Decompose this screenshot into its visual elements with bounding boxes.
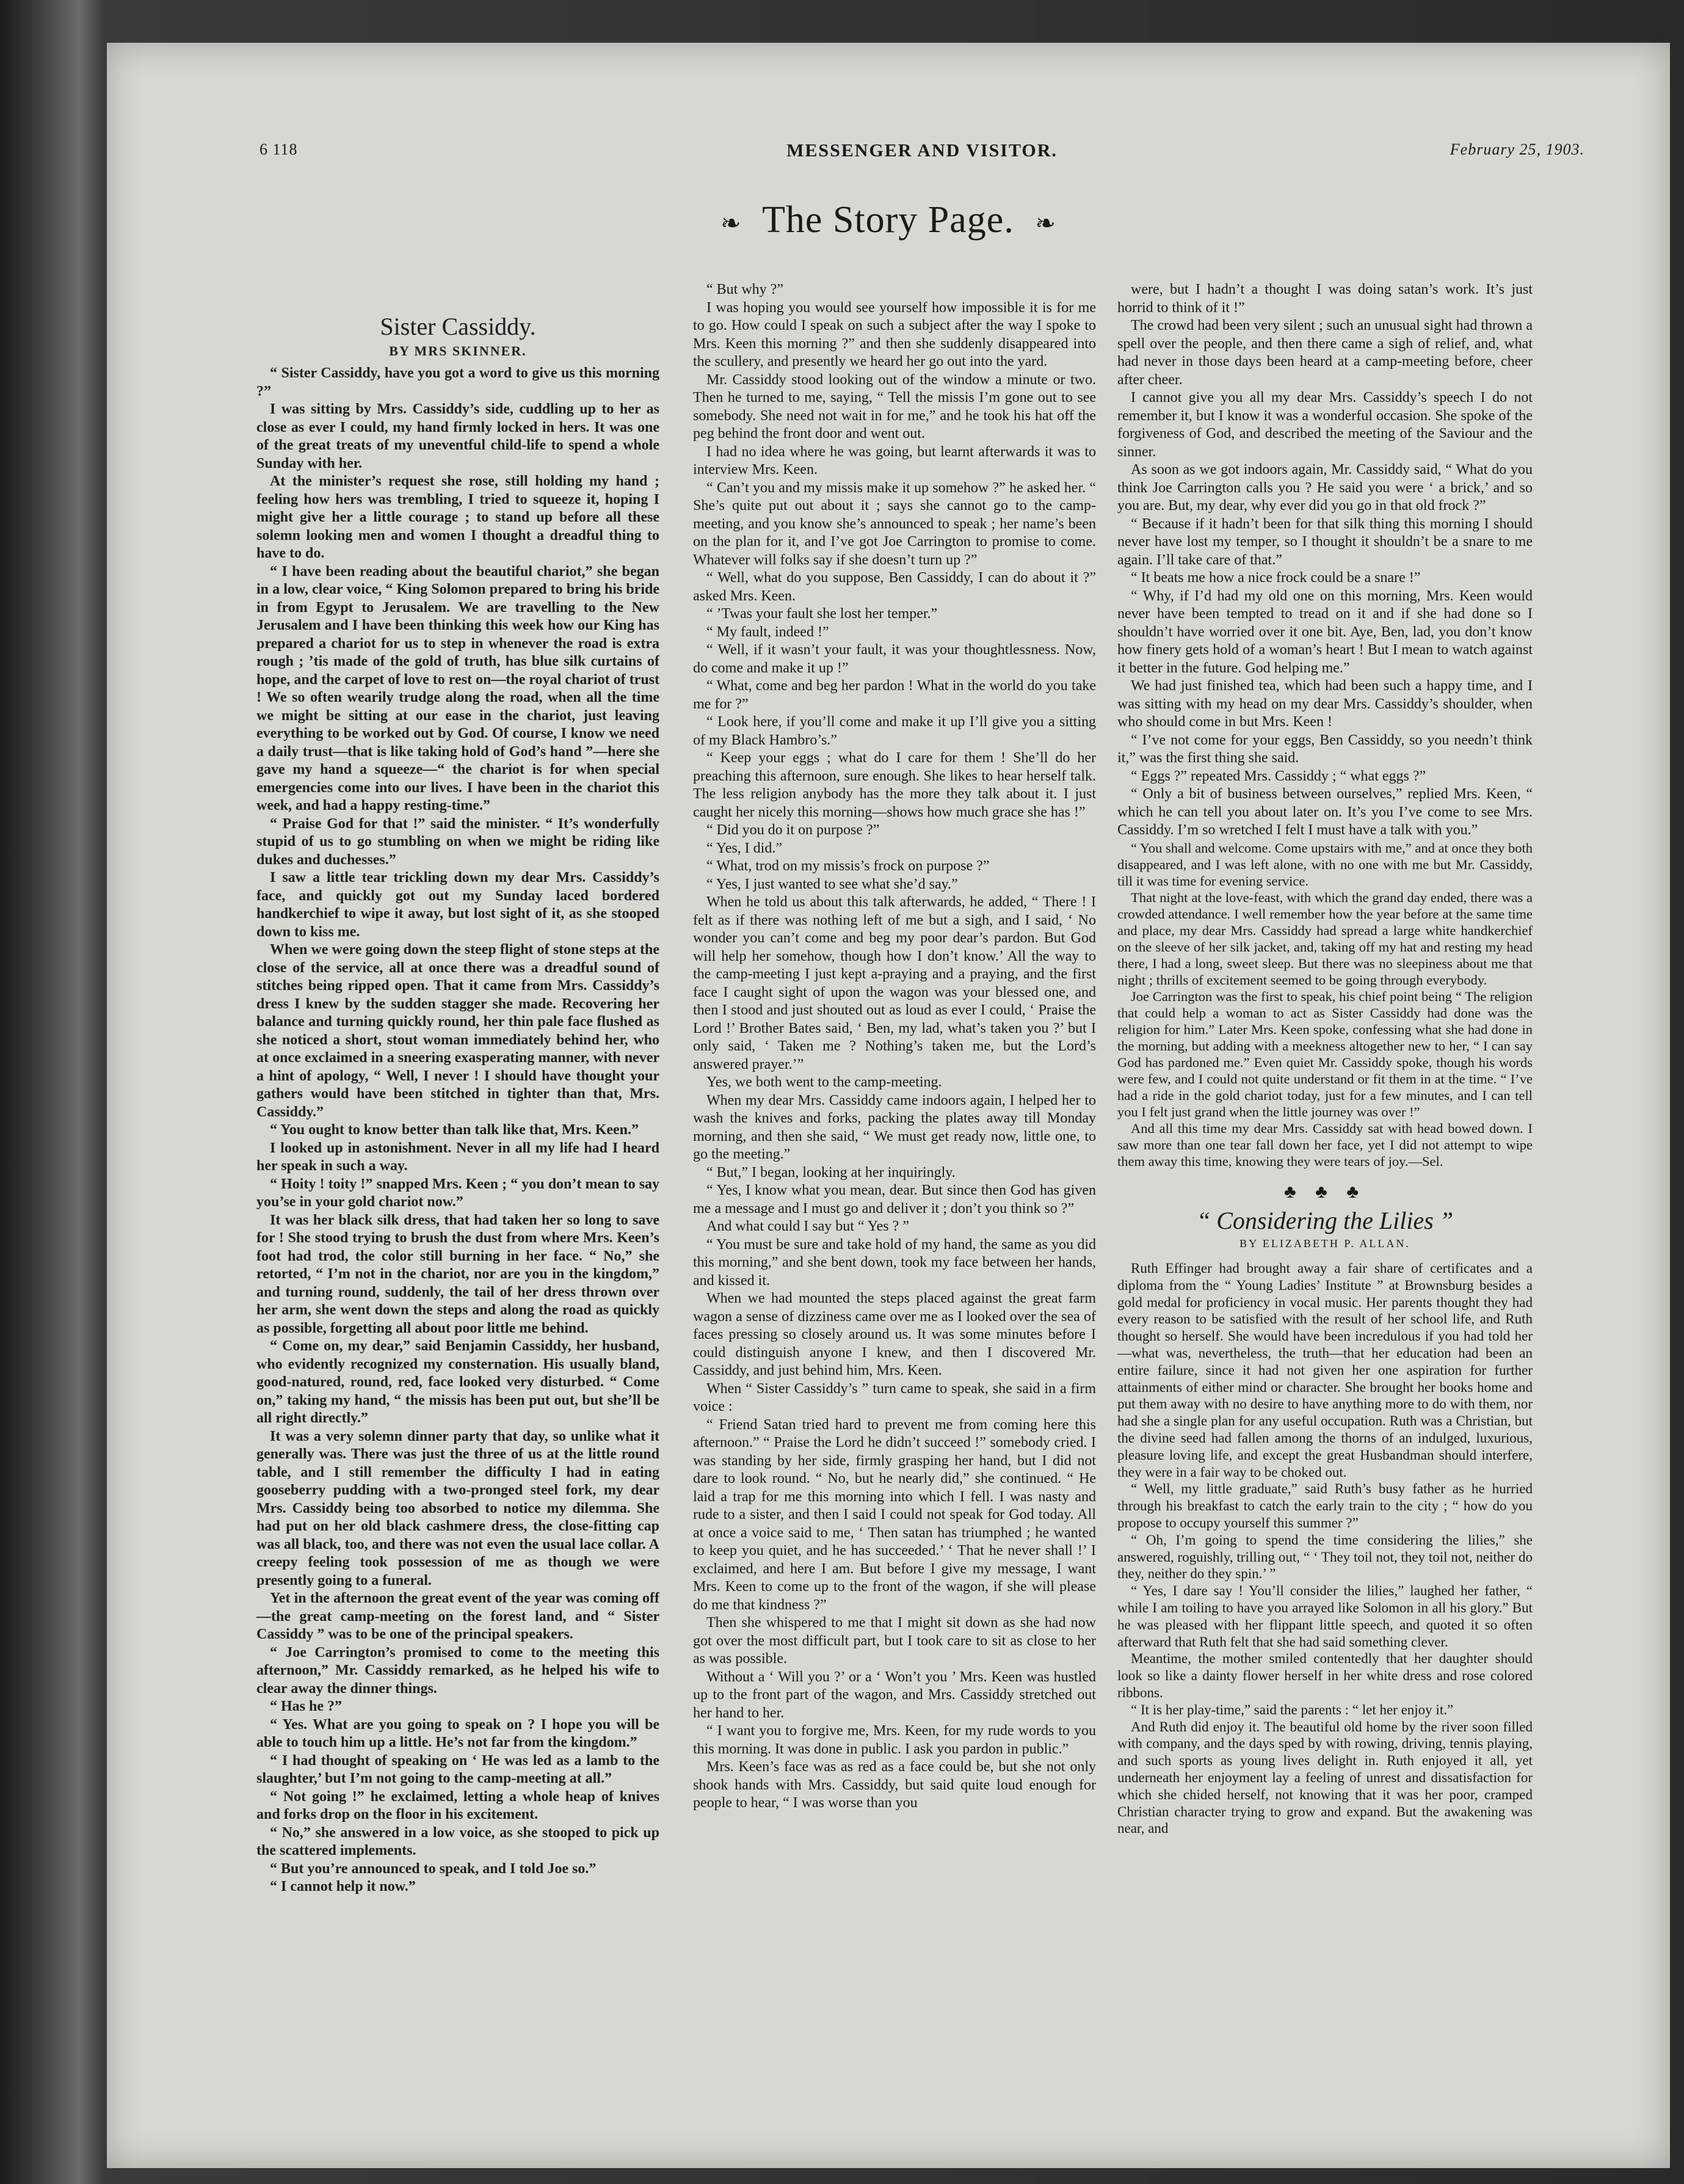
paragraph: “ But why ?” bbox=[706, 282, 783, 297]
paragraph: Without a ‘ Will you ?’ or a ‘ Won’t you ’ Mrs. Keen was hustled up to the front part of the wagon, and Mrs. Cassiddy stretched out her hand to her. bbox=[693, 1669, 1096, 1721]
paragraph: Meantime, the mother smiled contentedly that her daughter should look so like a dainty flower herself in her white dress and rose colored ribbons. bbox=[1117, 1651, 1533, 1700]
paragraph: “ Yes, I know what you mean, dear. But since then God has given me a message and I must go and deliver it ; don’t you think so ?” bbox=[693, 1182, 1096, 1217]
paragraph: “ Well, my little graduate,” said Ruth’s busy father as he hurried through his breakfast to catch the early train to the city ; “ how do you propose to occupy yourself this summer ?” bbox=[1117, 1481, 1533, 1531]
paragraph: “ Yes, I did.” bbox=[706, 840, 782, 856]
column-1 bbox=[256, 281, 659, 2138]
paragraph: “ Look here, if you’ll come and make it up I’ll give you a sitting of my Black Hambro’s.” bbox=[693, 714, 1096, 748]
paragraph: “ Did you do it on purpose ?” bbox=[706, 822, 880, 838]
paragraph: I cannot give you all my dear Mrs. Cassiddy’s speech I do not remember it, but I know it was a wonderful occasion. She spoke of the forgiveness of God, and described the meeting of the Saviour and the sinner. bbox=[1117, 390, 1533, 460]
paragraph: “ You shall and welcome. Come upstairs with me,” and at once they both disappeared, and I was left alone, with no one with me but Mr. Cassiddy, till it was time for evening service. bbox=[1117, 840, 1533, 889]
paragraph: It was a very solemn dinner party that day, so unlike what it generally was. There was just the three of us at the little round table, and I still remember the difficulty I had in eating gooseberry pudding with a two-pronged steel fork, my dear Mrs. Cassiddy being too absorbed to notice my dilemma. She had put on her old black cashmere dress, the close-fitting cap was all black, too, and there was not even the usual lace collar. A creepy feeling took possession of me as though we were presently going to a funeral. bbox=[256, 1428, 659, 1589]
paragraph: When “ Sister Cassiddy’s ” turn came to speak, she said in a firm voice : bbox=[693, 1380, 1096, 1414]
paragraph: “ I cannot help it now.” bbox=[270, 1879, 416, 1895]
paragraph: “ Can’t you and my missis make it up somehow ?” he asked her. “ She’s quite put out about it ; says she cannot go to the camp-meeting, and you know she’s announced to speak ; her name’s been on the plan for it, and I’ve got Joe Carrington to promise to come. Whatever will folks say if she doesn’t turn up ?” bbox=[693, 479, 1096, 568]
column-2 bbox=[693, 281, 1096, 2138]
paragraph: “ Yes. What are you going to speak on ? I hope you will be able to touch him up a little. He’s not far from the kingdom.” bbox=[256, 1716, 659, 1750]
paragraph: “ Yes, I just wanted to see what she’d say.” bbox=[706, 876, 958, 892]
paragraph: “ Joe Carrington’s promised to come to the meeting this afternoon,” Mr. Cassiddy remarked, as he helped his wife to clear away the dinner things. bbox=[256, 1644, 659, 1697]
paragraph: “ You ought to know better than talk like that, Mrs. Keen.” bbox=[270, 1122, 639, 1138]
paragraph: As soon as we got indoors again, Mr. Cassiddy said, “ What do you think Joe Carrington calls you ? He said you were ‘ a brick,’ and so you are. But, my dear, why ever did you go in that old frock ?” bbox=[1117, 462, 1533, 514]
section-title bbox=[107, 198, 1670, 242]
paragraph: It was her black silk dress, that had taken her so long to save for ! She stood trying to brush the dust from where Mrs. Keen’s foot had trod, the color still burning in her face. “ No,” she retorted, “ I’m not in the chariot, nor are you in the kingdom,” and turning round, suddenly, the tail of her dress thrown over her arm, she went down the steps and along the road as quickly as possible, forgetting all about poor little me behind. bbox=[256, 1212, 659, 1336]
newspaper-page bbox=[107, 43, 1670, 2168]
paragraph: We had just finished tea, which had been such a happy time, and I was sitting with my head on my dear Mrs. Cassiddy’s shoulder, when who should come in but Mrs. Keen ! bbox=[1117, 678, 1533, 730]
paragraph: I saw a little tear trickling down my dear Mrs. Cassiddy’s face, and quickly got out my Sunday laced bordered handkerchief to wipe it away, but lost sight of it, as she stooped down to kiss me. bbox=[256, 870, 659, 940]
column-2-body bbox=[693, 281, 1096, 1813]
story2-byline: BY ELIZABETH P. ALLAN. bbox=[1239, 1237, 1410, 1250]
paragraph: When my dear Mrs. Cassiddy came indoors again, I helped her to wash the knives and forks, packing the plates away till Monday morning, and then she said, “ We must get ready now, little one, to go the meeting.” bbox=[693, 1092, 1096, 1162]
paragraph: Then she whispered to me that I might sit down as she had now got over the most difficult part, but I took care to sit as close to her as was possible. bbox=[693, 1615, 1096, 1667]
paragraph: At the minister’s request she rose, still holding my hand ; feeling how hers was trembling, I tried to squeeze it, hoping I might give her a little courage ; to stand up before all these solemn looking men and women I thought a dreadful thing to have to do. bbox=[256, 473, 659, 561]
paragraph: “ Eggs ?” repeated Mrs. Cassiddy ; “ what eggs ?” bbox=[1131, 768, 1426, 784]
paragraph: “ Keep your eggs ; what do I care for them ! She’ll do her preaching this afternoon, sure enough. She likes to hear herself talk. The less religion anybody has the more they talk about it. I just caught her nicely this morning—shows how much grace she has !” bbox=[693, 750, 1096, 820]
paragraph: “ But you’re announced to speak, and I told Joe so.” bbox=[270, 1860, 597, 1877]
paragraph: “ You must be sure and take hold of my hand, the same as you did this morning,” and she bent down, took my face between her hands, and kissed it. bbox=[693, 1236, 1096, 1289]
paragraph: “ My fault, indeed !” bbox=[706, 624, 829, 640]
paragraph: “ ’Twas your fault she lost her temper.” bbox=[706, 606, 938, 622]
paragraph: And what could I say but “ Yes ? ” bbox=[706, 1218, 909, 1234]
paragraph: Mr. Cassiddy stood looking out of the window a minute or two. Then he turned to me, saying, “ Tell the missis I’m gone out to see somebody. She need not wait in for me,” and he took his hat off the peg behind the front door and went out. bbox=[693, 371, 1096, 442]
paragraph: were, but I hadn’t a thought I was doing satan’s work. It’s just horrid to think of it !” bbox=[1117, 282, 1533, 316]
paragraph: “ But,” I began, looking at her inquiringly. bbox=[706, 1164, 956, 1181]
paragraph: “ Praise God for that !” said the minister. “ It’s wonderfully stupid of us to go stumbling on when we might be riding like dukes and duchesses.” bbox=[256, 815, 659, 868]
paragraph: “ What, trod on my missis’s frock on purpose ?” bbox=[706, 858, 990, 874]
column-1-body bbox=[256, 365, 659, 1896]
page-header bbox=[259, 134, 1584, 171]
paragraph: “ Hoity ! toity !” snapped Mrs. Keen ; “ you don’t mean to say you’se in your gold chariot now.” bbox=[256, 1176, 659, 1210]
paragraph: “ Well, what do you suppose, Ben Cassiddy, I can do about it ?” asked Mrs. Keen. bbox=[693, 570, 1096, 604]
story2-title: “ Considering the Lilies ” bbox=[1196, 1207, 1454, 1234]
publication-name: MESSENGER AND VISITOR. bbox=[786, 140, 1058, 161]
section-divider: ♣ ♣ ♣ bbox=[1283, 1181, 1366, 1202]
paragraph: When we had mounted the steps placed against the great farm wagon a sense of dizziness came over me as I looked over the sea of faces pressing so closely around us. It was some minutes before I could distinguish anyone I knew, and then I discovered Mr. Cassiddy, and just behind him, Mrs. Keen. bbox=[693, 1290, 1096, 1378]
paragraph: I was sitting by Mrs. Cassiddy’s side, cuddling up to her as close as ever I could, my hand firmly locked in hers. It was one of the great treats of my uneventful child-life to spend a whole Sunday with her. bbox=[256, 401, 659, 471]
paragraph: “ Why, if I’d had my old one on this morning, Mrs. Keen would never have been tempted to tread on it and if she had done so I shouldn’t have worried over it one bit. Aye, Ben, lad, you don’t know how finery gets hold of a woman’s heart ! But I mean to watch against it better in the future. God helping me.” bbox=[1117, 588, 1533, 676]
paragraph: “ Only a bit of business between ourselves,” replied Mrs. Keen, “ which he can tell you about later on. It’s you I’ve come to see Mrs. Cassiddy. I’m so wretched I felt I must have a talk with you.” bbox=[1117, 786, 1533, 838]
paragraph: “ It beats me how a nice frock could be a snare !” bbox=[1131, 570, 1421, 586]
paragraph: “ Friend Satan tried hard to prevent me from coming here this afternoon.” “ Praise the Lord he didn’t succeed !” somebody cried. I was standing by her side, firmly grasping her hand, but I did not dare to look round. “ No, but he nearly did,” she continued. “ He laid a trap for me this morning into which I fell. I was nasty and rude to a sister, and then I said I could not speak for God today. All at once a voice said to me, ‘ Then satan has triumphed ; he wanted to keep you quiet, and he has succeeded.’ ‘ That he never shall !’ I exclaimed, and here I am. But before I give my message, I want Mrs. Keen to come up to the front of the wagon, if she will please do me that kindness ?” bbox=[693, 1416, 1096, 1613]
paragraph: The crowd had been very silent ; such an unusual sight had thrown a spell over the people, and then there came a sigh of relief, and, what had never in those days been heard at a camp-meeting before, cheer after cheer. bbox=[1117, 318, 1533, 388]
paragraph: “ Oh, I’m going to spend the time considering the lilies,” she answered, roguishly, trilling out, “ ‘ They toil not, they toil not, neither do they, neither do they spin.’ ” bbox=[1117, 1532, 1533, 1582]
ornament-left-icon: ❧ bbox=[720, 209, 742, 238]
column-3 bbox=[1117, 281, 1533, 2138]
paragraph: “ I want you to forgive me, Mrs. Keen, for my rude words to you this morning. It was done in public. I ask you pardon in public.” bbox=[693, 1723, 1096, 1757]
paragraph: When we were going down the steep flight of stone steps at the close of the service, all at once there was a dreadful sound of stitches being ripped open. That it came from Mrs. Cassiddy’s dress I knew by the sudden stagger she made. Recovering her balance and turning quickly round, her thin pale face flushed as she noticed a short, stout woman immediately behind her, who at once exclaimed in a sneering exasperating manner, with never a hint of apology, “ Well, I never ! I should have thought your gathers would have been stitched in tighter than that, Mrs. Cassiddy.” bbox=[256, 942, 659, 1120]
ornament-right-icon: ❧ bbox=[1035, 209, 1056, 238]
paragraph: That night at the love-feast, with which the grand day ended, there was a crowded attendance. I well remember how the year before at the same time and place, my dear Mrs. Cassiddy had spread a large white handkerchief on the sleeve of her silk jacket, and, taking off my hat and resting my head there, I had a long, sweet sleep. But there was no sleepiness about me that night ; thrills of excitement seemed to be going through everybody. bbox=[1117, 889, 1533, 988]
paragraph: I had no idea where he was going, but learnt afterwards it was to interview Mrs. Keen. bbox=[693, 443, 1096, 478]
paragraph: Ruth Effinger had brought away a fair share of certificates and a diploma from the “ Young Ladies’ Institute ” at Brownsburg besides a gold medal for proficiency in vocal music. Her parents thought they had every reason to be satisfied with the result of her school life, and Ruth thought so herself. She would have been incredulous if you had told her—what was, nevertheless, the truth—that her education had been an entire failure, since it had not given her one aspiration for further attainments of either mind or character. She brought her books home and put them away with no desire to have anything more to do with them, nor had she a single plan for any useful occupation. Ruth was a Christian, but the divine seed had fallen among the thorns of an indulged, luxurious, pleasure loving life, and except the great Husbandman should interfere, they were in a fair way to be choked out. bbox=[1117, 1261, 1533, 1480]
paragraph: When he told us about this talk afterwards, he added, “ There ! I felt as if there was nothing left of me but a sigh, and I said, ‘ No wonder you can’t come and beg my poor dear’s pardon. But God will help her somehow, though how I don’t know.’ All the way to the camp-meeting I just kept a-praying and a praying, and the first face I caught sight of upon the wagon was your blessed one, and then I stood and just shouted out as loud as ever I could, ‘ Praise the Lord !’ Brother Bates said, ‘ Ben, my lad, what’s taken you ?’ but I only said, ‘ Taken me ? Nothing’s taken me, but the Lord’s answered prayer.’” bbox=[693, 894, 1096, 1072]
paragraph: “ Yes, I dare say ! You’ll consider the lilies,” laughed her father, “ while I am toiling to have you arrayed like Solomon in all his glory.” But he was pleased with her flippant little speech, and quoted it so often afterward that Ruth felt that she had said something clever. bbox=[1117, 1583, 1533, 1650]
paragraph: Mrs. Keen’s face was as red as a face could be, but she not only shook hands with Mrs. Cassiddy, but said quite loud enough for people to hear, “ I was worse than you bbox=[693, 1759, 1096, 1811]
paragraph: Yet in the afternoon the great event of the year was coming off—the great camp-meeting on the forest land, and “ Sister Cassiddy ” was to be one of the principal speakers. bbox=[256, 1590, 659, 1642]
story2-body bbox=[1117, 1260, 1533, 1837]
paragraph: “ Come on, my dear,” said Benjamin Cassiddy, her husband, who evidently recognized my consternation. His usually bland, good-natured, round, red, face looked very disturbed. “ Come on,” taking my hand, “ the missis has been put out, but she’ll be all right directly.” bbox=[256, 1338, 659, 1426]
paragraph: “ Sister Cassiddy, have you got a word to give us this morning ?” bbox=[256, 365, 659, 399]
paragraph: “ Well, if it wasn’t your fault, it was your thoughtlessness. Now, do come and make it up !” bbox=[693, 642, 1096, 676]
paragraph: “ It is her play-time,” said the parents : “ let her enjoy it.” bbox=[1131, 1702, 1454, 1717]
paragraph: “ Because if it hadn’t been for that silk thing this morning I should never have lost my temper, so I thought it shouldn’t be a snare to me again. I’ll take care of that.” bbox=[1117, 515, 1533, 568]
column-3-body bbox=[1117, 281, 1533, 840]
paragraph: “ I have been reading about the beautiful chariot,” she began in a low, clear voice, “ King Solomon prepared to bring his bride in from Egypt to Jerusalem. We are travelling to the New Jerusalem and I have been thinking this week how our King has prepared a chariot for us to step in whenever the road is extra rough ; ’tis made of the gold of truth, has blue silk curtains of hope, and the carpet of love to rest on—the royal chariot of trust ! We so often wearily trudge along the road, when all the time we might be sitting at our ease in the chariot, just leaving everything to be worked out by God. Of course, I know we need a daily trust—that is like taking hold of God’s hand ”—here she gave my hand a squeeze—“ the chariot is for when special emergencies come into our lives. I have been in the chariot this week, and had a happy resting-time.” bbox=[256, 563, 659, 814]
paragraph: “ No,” she answered in a low voice, as she stooped to pick up the scattered implements. bbox=[256, 1824, 659, 1858]
issue-date: February 25, 1903. bbox=[1450, 140, 1584, 158]
paragraph: “ I had thought of speaking on ‘ He was led as a lamb to the slaughter,’ but I’m not going to the camp-meeting at all.” bbox=[256, 1752, 659, 1786]
story-title: Sister Cassiddy. bbox=[380, 313, 536, 340]
paragraph: I looked up in astonishment. Never in all my life had I heard her speak in such a way. bbox=[256, 1140, 659, 1174]
page-number: 6 118 bbox=[259, 140, 298, 158]
section-title-text: The Story Page. bbox=[762, 199, 1014, 241]
paragraph: “ What, come and beg her pardon ! What in the world do you take me for ?” bbox=[693, 678, 1096, 712]
paragraph: Yes, we both went to the camp-meeting. bbox=[706, 1074, 942, 1090]
paragraph: And all this time my dear Mrs. Cassiddy sat with head bowed down. I saw more than one tear fall down her face, yet I did not attempt to wipe them away this time, knowing they were tears of joy.—Sel. bbox=[1117, 1120, 1533, 1169]
paragraph: “ I’ve not come for your eggs, Ben Cassiddy, so you needn’t think it,” was the first thing she said. bbox=[1117, 732, 1533, 766]
paragraph: And Ruth did enjoy it. The beautiful old home by the river soon filled with company, and the days sped by with rowing, driving, tennis playing, and such sports as young lives delight in. Ruth enjoyed it all, yet underneath her enjoyment lay a feeling of unrest and dissatisfaction for which she chided herself, not knowing that it was her poor, cramped Christian character trying to grow and expand. But the awakening was near, and bbox=[1117, 1719, 1533, 1836]
paragraph: “ Has he ?” bbox=[270, 1698, 343, 1714]
paragraph: I was hoping you would see yourself how impossible it is for me to go. How could I speak on such a subject after the way I spoke to Mrs. Keen this morning ?” and then she suddenly disappeared into the scullery, and presently we heard her go out into the yard. bbox=[693, 299, 1096, 369]
paragraph: “ Not going !” he exclaimed, letting a whole heap of knives and forks drop on the floor in his excitement. bbox=[256, 1788, 659, 1822]
story-byline: BY MRS SKINNER. bbox=[389, 343, 527, 359]
column-3-body-small bbox=[1117, 840, 1533, 1170]
paragraph: Joe Carrington was the first to speak, his chief point being “ The religion that could help a woman to act as Sister Cassiddy had done was the religion for him.” Later Mrs. Keen spoke, confessing what she had done in the morning, but adding with a meekness altogether new to her, “ I can say God has pardoned me.” Even quiet Mr. Cassiddy spoke, though his words were few, and I could not quite understand or fit them in at the time. “ I’ve had a ride in the gold chariot today, just for a few minutes, and I can tell you I felt just grand when the little journey was over !” bbox=[1117, 988, 1533, 1119]
